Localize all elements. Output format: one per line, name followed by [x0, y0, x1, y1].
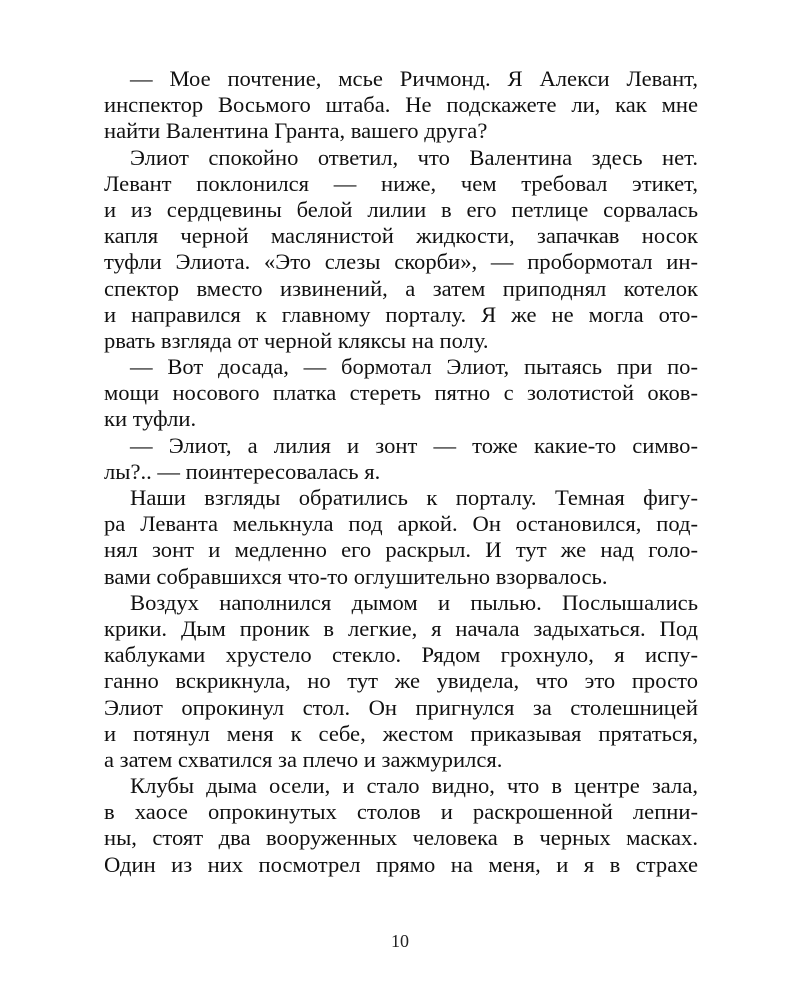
text-line: Элиот опрокинул стол. Он пригнулся за столешницей [104, 694, 698, 720]
text-line: Элиот спокойно ответил, что Валентина здесь нет. [130, 144, 698, 170]
text-line: ра Леванта мелькнула под аркой. Он остановился, под- [104, 511, 698, 537]
text-line: найти Валентина Гранта, вашего друга? [104, 118, 488, 144]
text-line: рвать взгляда от черной кляксы на полу. [104, 327, 489, 353]
text-line: нял зонт и медленно его раскрыл. И тут же над голо- [104, 537, 698, 563]
text-line: и направился к главному порталу. Я же не могла ото- [104, 301, 698, 327]
text-line: Наши взгляды обратились к порталу. Темная фигу- [130, 485, 698, 510]
text-line: ны, стоят два вооруженных человека в черных масках. [104, 825, 698, 851]
text-line: и потянул меня к себе, жестом приказывая прятаться, [104, 720, 698, 746]
text-line: Клубы дыма осели, и стало видно, что в центре зала, [130, 773, 698, 799]
body-text [104, 66, 698, 878]
text-line: вами собравшихся что-то оглушительно взорвалось. [104, 563, 608, 589]
text-line: туфли Элиота. «Это слезы скорби», — пробормотал ин- [104, 249, 698, 275]
text-line: крики. Дым проник в легкие, я начала задыхаться. Под [104, 615, 698, 641]
text-line: а затем схватился за плечо и зажмурился. [104, 746, 503, 772]
text-line: ганно вскрикнула, но тут же увидела, что это просто [104, 668, 698, 694]
paragraph [104, 590, 698, 773]
text-line: капля черной маслянистой жидкости, запачкав носок [104, 223, 698, 249]
text-line: Левант поклонился — ниже, чем требовал этикет, [104, 170, 698, 196]
text-line: в хаосе опрокинутых столов и раскрошенной лепни- [104, 799, 698, 825]
text-line: спектор вместо извинений, а затем приподнял котелок [104, 275, 698, 301]
text-line: каблуками хрустело стекло. Рядом грохнуло, я испу- [104, 642, 698, 668]
paragraph [104, 433, 698, 485]
paragraph [104, 354, 698, 433]
page-number: 10 [391, 931, 409, 951]
text-line: мощи носового платка стереть пятно с золотистой оков- [104, 380, 698, 406]
text-line: — Элиот, а лилия и зонт — тоже какие-то симво- [130, 432, 698, 458]
paragraph [104, 145, 698, 355]
text-line: и из сердцевины белой лилии в его петлице сорвалась [104, 196, 698, 222]
text-line: Воздух наполнился дымом и пылью. Послышались [130, 589, 698, 615]
paragraph [104, 773, 698, 878]
paragraph [104, 485, 698, 590]
text-line: — Вот досада, — бормотал Элиот, пытаясь при по- [130, 354, 698, 380]
text-line: — Мое почтение, мсье Ричмонд. Я Алекси Левант, [130, 66, 698, 91]
text-line: инспектор Восьмого штаба. Не подскажете ли, как мне [104, 92, 698, 118]
text-line: Один из них посмотрел прямо на меня, и я в страхе [104, 851, 698, 877]
paragraph [104, 66, 698, 145]
text-line: лы?.. — поинтересовалась я. [104, 458, 381, 484]
text-line: ки туфли. [104, 406, 197, 432]
